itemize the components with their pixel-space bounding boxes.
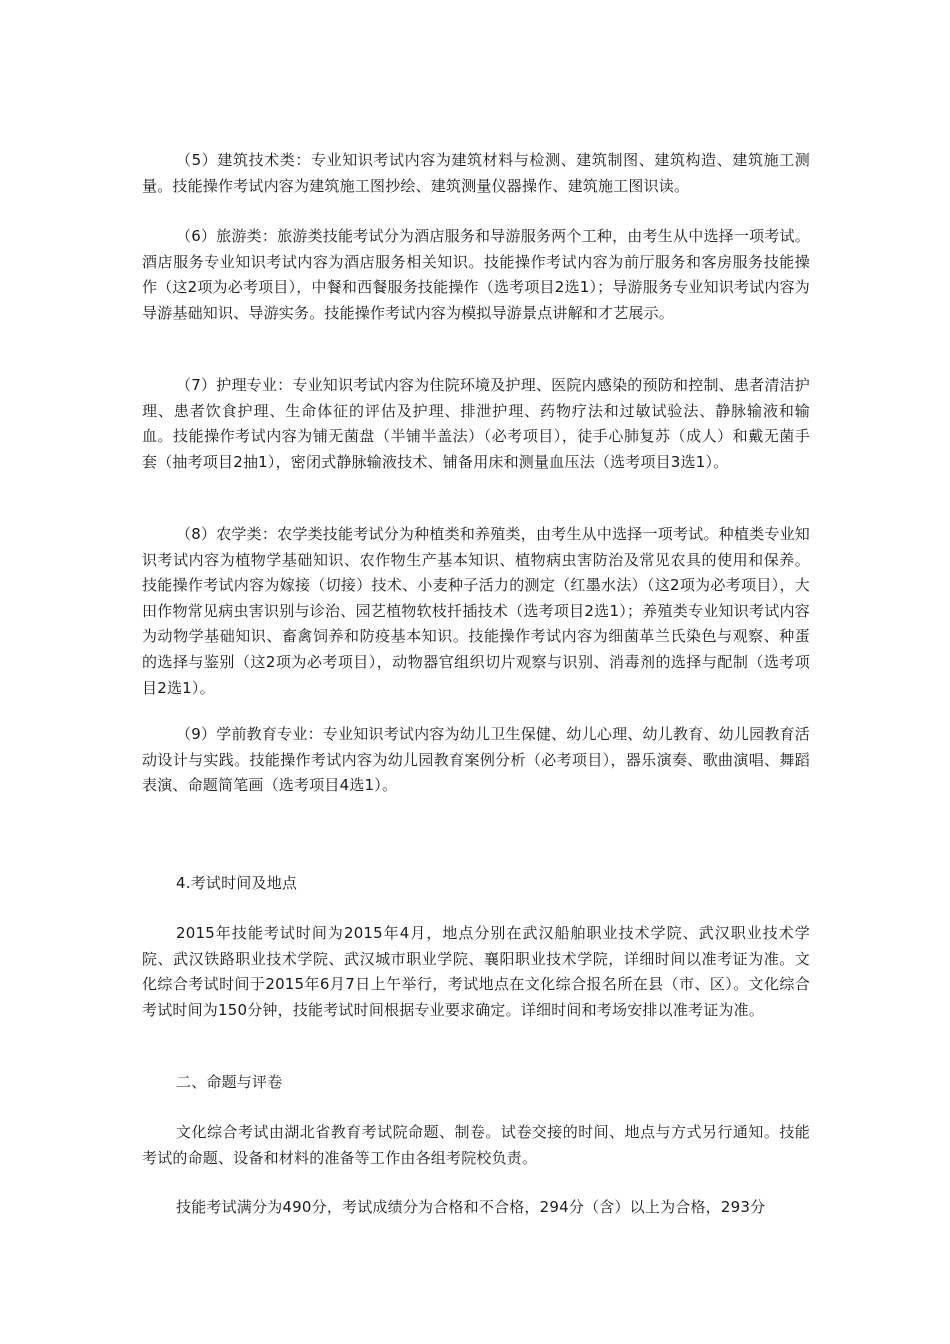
paragraph-preschool: （9）学前教育专业：专业知识考试内容为幼儿卫生保健、幼儿心理、幼儿教育、幼儿园教育活动设计与实践。技能操作考试内容为幼儿园教育案例分析（必考项目），器乐演奏、歌曲演唱、舞蹈表演、命题简笔画（选考项目4选1）。 xyxy=(142,725,810,795)
paragraph-construction: （5）建筑技术类：专业知识考试内容为建筑材料与检测、建筑制图、建筑构造、建筑施工测量。技能操作考试内容为建筑施工图抄绘、建筑测量仪器操作、建筑施工图识读。 xyxy=(142,151,810,195)
paragraph-exam-time: 2015年技能考试时间为2015年4月，地点分别在武汉船舶职业技术学院、武汉职业技术学院、武汉铁路职业技术学院、武汉城市职业学院、襄阳职业技术学院，详细时间以准考证为准。文化综合考试时间于2015年6月7日上午举行，考试地点在文化综合报名所在县（市、区）。文化综合考试时间为150分钟，技能考试时间根据专业要求确定。详细时间和考场安排以准考证为准。 xyxy=(142,924,810,1019)
paragraph-proposition: 文化综合考试由湖北省教育考试院命题、制卷。试卷交接的时间、地点与方式另行通知。技能考试的命题、设备和材料的准备等工作由各组考院校负责。 xyxy=(142,1123,810,1167)
paragraph-scoring: 技能考试满分为490分，考试成绩分为合格和不合格，294分（含）以上为合格，293分 xyxy=(176,1198,766,1216)
paragraph-tourism: （6）旅游类：旅游类技能考试分为酒店服务和导游服务两个工种，由考生从中选择一项考试。酒店服务专业知识考试内容为酒店服务相关知识。技能操作考试内容为前厅服务和客房服务技能操作（这2项为必考项目），中餐和西餐服务技能操作（选考项目2选1）；导游服务专业知识考试内容为导游基础知识、导游实务。技能操作考试内容为模拟导游景点讲解和才艺展示。 xyxy=(142,227,810,322)
paragraph-agriculture: （8）农学类：农学类技能考试分为种植类和养殖类，由考生从中选择一项考试。种植类专业知识考试内容为植物学基础知识、农作物生产基本知识、植物病虫害防治及常见农具的使用和保养。技能操作考试内容为嫁接（切接）技术、小麦种子活力的测定（红墨水法）（这2项为必考项目），大田作物常见病虫害识别与诊治、园艺植物软枝扦插技术（选考项目2选1）；养殖类专业知识考试内容为动物学基础知识、畜禽饲养和防疫基本知识。技能操作考试内容为细菌革兰氏染色与观察、种蛋的选择与鉴别（这2项为必考项目），动物器官组织切片观察与识别、消毒剂的选择与配制（选考项目2选1）。 xyxy=(142,525,810,697)
paragraph-nursing: （7）护理专业：专业知识考试内容为住院环境及护理、医院内感染的预防和控制、患者清洁护理、患者饮食护理、生命体征的评估及护理、排泄护理、药物疗法和过敏试验法、静脉输液和输血。技能操作考试内容为铺无菌盘（半铺半盖法）（必考项目），徒手心肺复苏（成人）和戴无菌手套（抽考项目2抽1），密闭式静脉输液技术、铺备用床和测量血压法（选考项目3选1）。 xyxy=(142,376,810,471)
section-heading-proposition: 二、命题与评卷 xyxy=(176,1073,283,1091)
section-heading-time-location: 4.考试时间及地点 xyxy=(176,874,298,892)
